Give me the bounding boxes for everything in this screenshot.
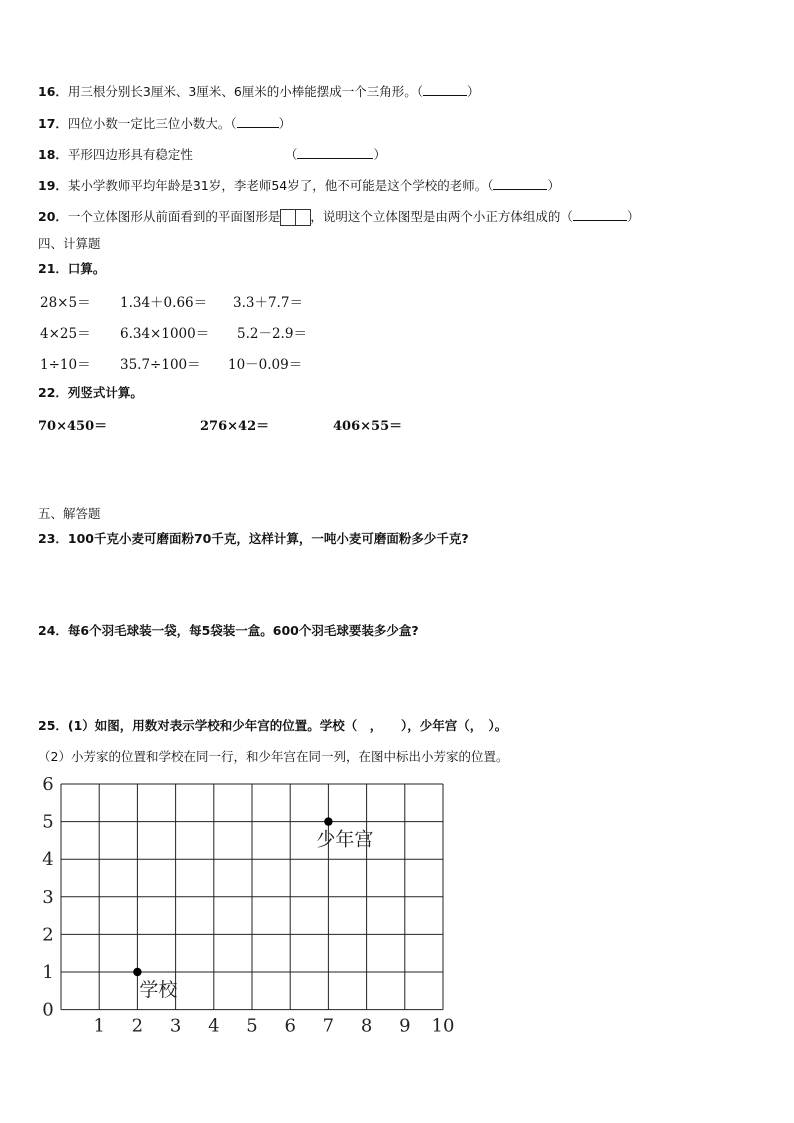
y-axis-tick-label: 3 xyxy=(42,886,54,908)
x-axis-tick-label: 4 xyxy=(208,1015,220,1037)
mental-calc-item: 35.7÷100＝ xyxy=(120,357,201,373)
answer-blank[interactable] xyxy=(573,207,627,221)
x-axis-tick-label: 9 xyxy=(399,1015,411,1037)
question-24: 24．每6个羽毛球装一袋，每5袋装一盒。600个羽毛球要装多少盒? xyxy=(38,623,419,638)
question-22-label: 22．列竖式计算。 xyxy=(38,385,143,400)
x-axis-tick-label: 5 xyxy=(246,1015,258,1037)
answer-blank[interactable] xyxy=(493,176,547,190)
x-axis-tick-label: 7 xyxy=(322,1015,335,1037)
mental-calc-item: 28×5＝ xyxy=(40,295,91,311)
mental-calc-item: 6.34×1000＝ xyxy=(120,326,210,342)
question-20 xyxy=(38,207,639,226)
question-text: 平形四边形具有稳定性 xyxy=(67,147,193,162)
bracket-close: ） xyxy=(373,147,386,162)
bracket-close: ） xyxy=(547,178,560,193)
vertical-calc-item: 406×55＝ xyxy=(333,419,403,434)
answer-blank[interactable] xyxy=(237,114,279,128)
bracket-open: （ xyxy=(284,147,298,162)
mental-calc-item: 1÷10＝ xyxy=(40,357,91,373)
bracket-close: ） xyxy=(467,84,480,99)
x-axis-tick-label: 6 xyxy=(284,1015,296,1037)
y-axis-tick-label: 0 xyxy=(42,999,54,1021)
mental-calc-item: 4×25＝ xyxy=(40,326,91,342)
point-marker xyxy=(324,817,332,825)
question-number: 18． xyxy=(38,147,68,162)
question-16 xyxy=(38,82,480,101)
question-21-label: 21．口算。 xyxy=(38,261,106,276)
x-axis-tick-label: 3 xyxy=(169,1015,182,1037)
y-axis-tick-label: 2 xyxy=(42,924,54,946)
question-text: 一个立体图形从前面看到的平面图形是 xyxy=(67,209,281,224)
question-18 xyxy=(38,145,386,164)
y-axis-tick-label: 1 xyxy=(42,962,54,983)
bracket-close: ） xyxy=(278,116,292,131)
question-text: 某小学教师平均年龄是31岁，李老师54岁了，他不可能是这个学校的老师。（ xyxy=(67,178,494,193)
question-25-part1: 25．(1）如图，用数对表示学校和少年宫的位置。学校（ ， ），少年宫（， ）。 xyxy=(38,718,508,733)
mental-calc-item: 1.34＋0.66＝ xyxy=(120,295,208,311)
mental-calc-item: 10－0.09＝ xyxy=(228,357,303,373)
x-axis-tick-label: 8 xyxy=(360,1015,373,1037)
point-label: 少年宫 xyxy=(316,828,374,851)
section-heading-5: 五、解答题 xyxy=(38,506,101,521)
y-axis-tick-label: 5 xyxy=(42,811,54,833)
x-axis-tick-label: 10 xyxy=(431,1015,455,1037)
two-squares-figure xyxy=(280,208,310,226)
y-axis-tick-label: 4 xyxy=(42,849,54,871)
vertical-calc-item: 276×42＝ xyxy=(200,419,270,434)
question-25-part2: （2）小芳家的位置和学校在同一行，和少年宫在同一列，在图中标出小芳家的位置。 xyxy=(38,749,509,764)
question-number: 16． xyxy=(38,84,68,99)
point-label: 学校 xyxy=(139,979,178,1001)
section-heading-4: 四、计算题 xyxy=(38,236,101,251)
question-19 xyxy=(38,176,560,195)
bracket-close: ） xyxy=(626,209,640,224)
question-number: 17． xyxy=(38,116,68,131)
question-text: 用三根分别长3厘米、3厘米、6厘米的小棒能摆成一个三角形。（ xyxy=(67,84,424,99)
question-text-continued: ，说明这个立体图型是由两个小正方体组成的（ xyxy=(310,209,573,224)
point-marker xyxy=(133,968,141,976)
question-text: 四位小数一定比三位小数大。（ xyxy=(67,116,237,131)
y-axis-tick-label: 6 xyxy=(42,774,54,795)
answer-blank[interactable] xyxy=(297,145,373,159)
question-23: 23．100千克小麦可磨面粉70千克，这样计算，一吨小麦可磨面粉多少千克? xyxy=(38,531,469,546)
vertical-calc-item: 70×450＝ xyxy=(38,419,108,434)
question-number: 19． xyxy=(38,178,68,193)
question-number: 20． xyxy=(38,209,68,224)
answer-blank[interactable] xyxy=(423,82,467,96)
mental-calc-item: 3.3＋7.7＝ xyxy=(233,295,303,311)
mental-calc-item: 5.2－2.9＝ xyxy=(237,326,307,342)
x-axis-tick-label: 2 xyxy=(131,1015,144,1037)
x-axis-tick-label: 1 xyxy=(93,1015,105,1037)
question-17 xyxy=(38,114,291,133)
